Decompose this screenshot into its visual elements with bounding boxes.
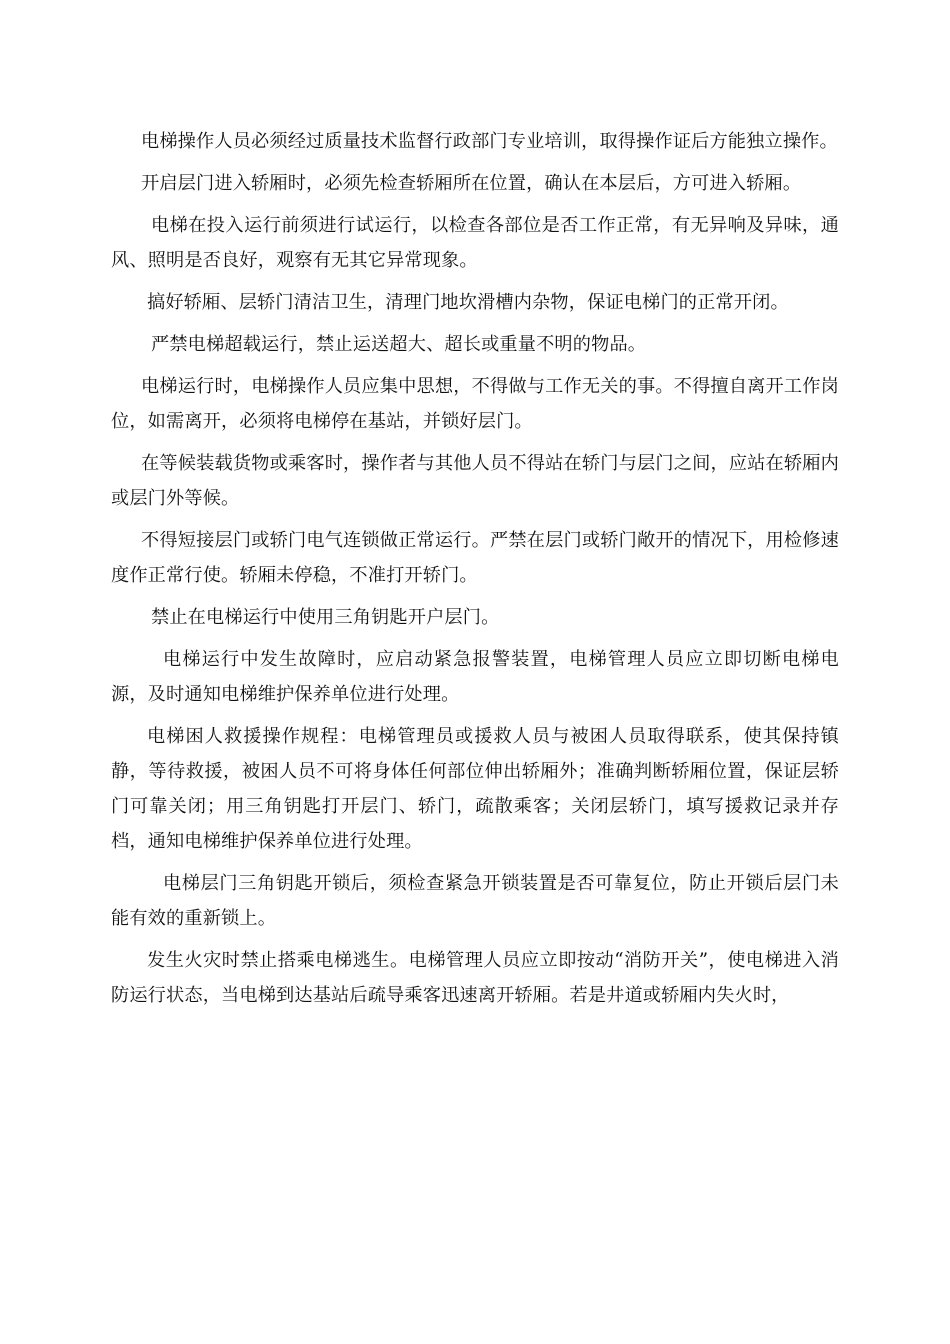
paragraph-operation-attention: 电梯运行时，电梯操作人员应集中思想，不得做与工作无关的事。不得擅自离开工作岗位，如需离开，必须将电梯停在基站，并锁好层门。 [111, 376, 839, 432]
paragraph-fault-handling: 电梯运行中发生故障时，应启动紧急报警装置，电梯管理人员应立即切断电梯电源，及时通知电梯维护保养单位进行处理。 [111, 649, 839, 705]
document-body [111, 124, 839, 1013]
paragraph-trial-run: 电梯在投入运行前须进行试运行，以检查各部位是否工作正常，有无异响及异味，通风、照明是否良好，观察有无其它异常现象。 [111, 215, 839, 271]
paragraph-operator-training: 电梯操作人员必须经过质量技术监督行政部门专业培训，取得操作证后方能独立操作。 [141, 131, 838, 152]
paragraph-unlock-check: 电梯层门三角钥匙开锁后，须检查紧急开锁装置是否可靠复位，防止开锁后层门未能有效的重新锁上。 [111, 873, 839, 929]
paragraph-rescue-procedure: 电梯困人救援操作规程：电梯管理员或援救人员与被困人员取得联系，使其保持镇静，等待救援，被困人员不可将身体任何部位伸出轿厢外；准确判断轿厢位置，保证层轿门可靠关闭；用三角钥匙打开层门、轿门，疏散乘客；关闭层轿门，填写援救记录并存档，通知电梯维护保养单位进行处理。 [111, 726, 839, 852]
paragraph-loading-wait: 在等候装载货物或乘客时，操作者与其他人员不得站在轿门与层门之间，应站在轿厢内或层门外等候。 [111, 453, 839, 509]
paragraph-enter-car: 开启层门进入轿厢时，必须先检查轿厢所在位置，确认在本层后，方可进入轿厢。 [141, 173, 802, 194]
paragraph-no-overload: 严禁电梯超载运行，禁止运送超大、超长或重量不明的物品。 [151, 334, 647, 355]
paragraph-cleaning: 搞好轿厢、层轿门清洁卫生，清理门地坎滑槽内杂物，保证电梯门的正常开闭。 [147, 292, 789, 313]
paragraph-no-short-circuit: 不得短接层门或轿门电气连锁做正常运行。严禁在层门或轿门敞开的情况下，用检修速度作正常行使。轿厢未停稳，不准打开轿门。 [111, 530, 839, 586]
paragraph-triangle-key: 禁止在电梯运行中使用三角钥匙开户层门。 [151, 607, 500, 628]
paragraph-fire-emergency: 发生火灾时禁止搭乘电梯逃生。电梯管理人员应立即按动“消防开关”，使电梯进入消防运行状态，当电梯到达基站后疏导乘客迅速离开轿厢。若是井道或轿厢内失火时， [111, 950, 839, 1006]
